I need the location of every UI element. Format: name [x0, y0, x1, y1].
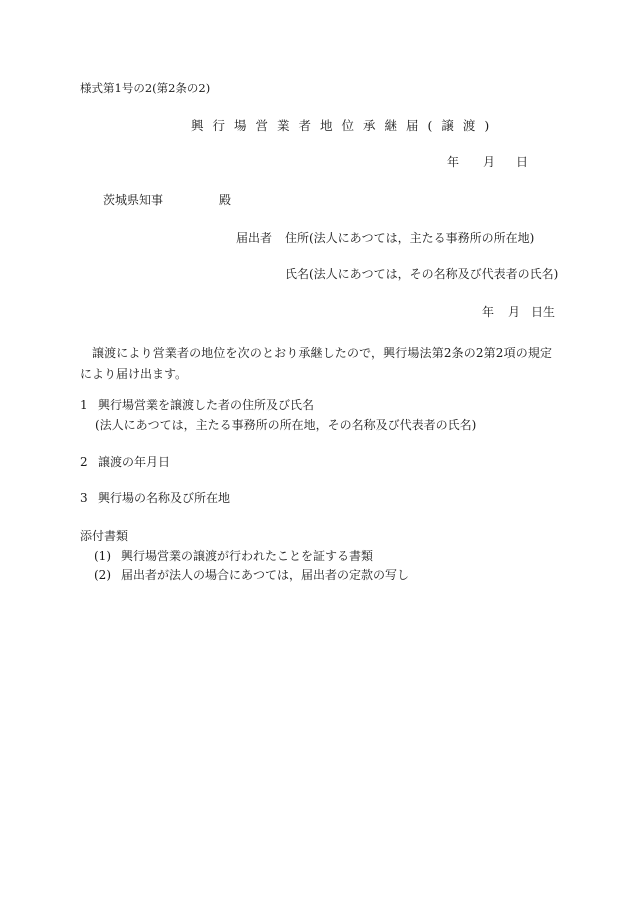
item-1-text: 興行場営業を譲渡した者の住所及び氏名	[98, 398, 315, 412]
attachment-1-text: 興行場営業の譲渡が行われたことを証する書類	[121, 549, 374, 563]
item-3-text: 興行場の名称及び所在地	[98, 491, 231, 505]
date-day-label: 日	[516, 155, 529, 169]
honorific: 殿	[219, 193, 232, 207]
attachment-2-text: 届出者が法人の場合にあつては，届出者の定款の写し	[121, 568, 410, 582]
attachment-2-number: (2)	[94, 568, 111, 582]
item-1-subtext: (法人にあつては，主たる事務所の所在地，その名称及び代表者の氏名)	[95, 418, 477, 432]
notifier-name-label: 氏名(法人にあつては，その名称及び代表者の氏名)	[285, 267, 559, 281]
body-paragraph: 譲渡により営業者の地位を次のとおり承継したので，興行場法第2条の2第2項の規定により届け出ます。	[80, 346, 552, 381]
item-2-text: 譲渡の年月日	[98, 455, 171, 469]
attachments-heading: 添付書類	[80, 529, 129, 543]
form-number: 様式第1号の2(第2条の2)	[80, 81, 211, 95]
birth-year-label: 年	[482, 305, 495, 319]
birth-day-label: 日生	[531, 305, 556, 319]
attachment-1-number: (1)	[94, 549, 111, 563]
notifier-address-label: 住所(法人にあつては，主たる事務所の所在地)	[285, 231, 535, 245]
date-year-label: 年	[447, 155, 460, 169]
document-title: 興行場営業者地位承継届(譲渡)	[191, 118, 499, 133]
date-month-label: 月	[483, 155, 496, 169]
birth-month-label: 月	[508, 305, 521, 319]
item-1-number: 1	[80, 398, 88, 412]
item-2-number: 2	[80, 455, 88, 469]
notifier-label: 届出者	[236, 231, 273, 245]
addressee: 茨城県知事	[103, 193, 164, 207]
item-3-number: 3	[80, 491, 88, 505]
